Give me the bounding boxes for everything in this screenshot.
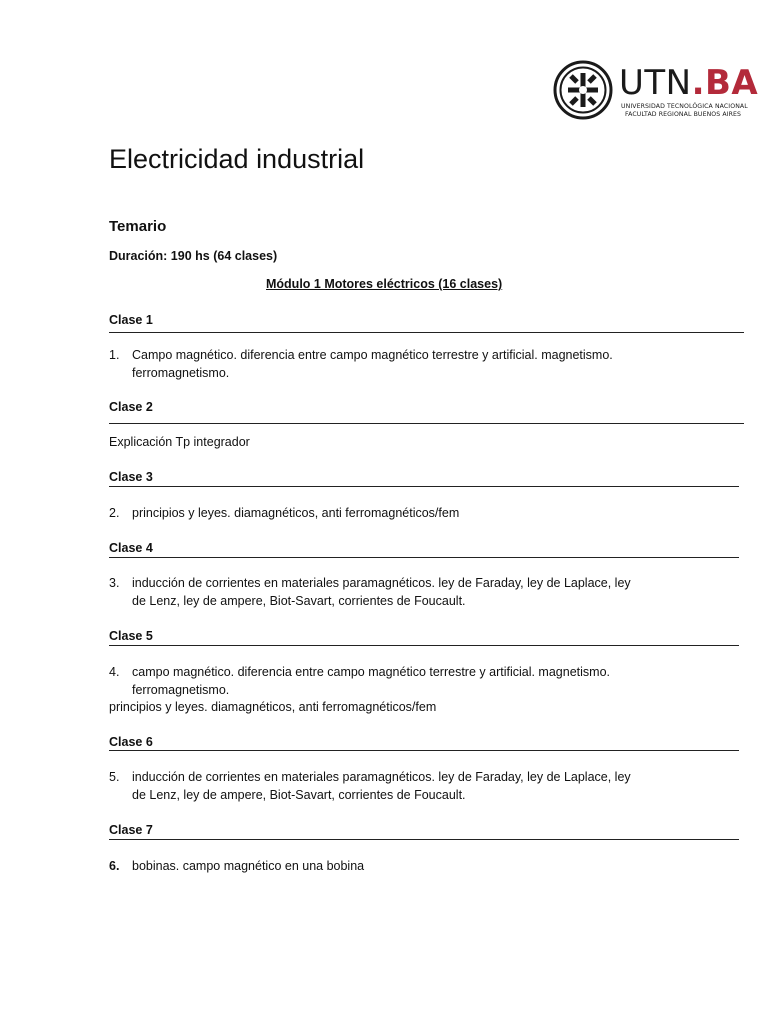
clase-heading: Clase 2 <box>109 400 153 414</box>
list-item: 4. campo magnético. diferencia entre campo magnético terrestre y artificial. magnetismo. ferromagnetismo. <box>109 665 610 697</box>
divider-line <box>109 332 744 333</box>
divider-line <box>109 645 739 646</box>
list-item: 2. principios y leyes. diamagnéticos, anti ferromagnéticos/fem <box>109 506 460 520</box>
divider-line <box>109 423 744 424</box>
divider-line <box>109 750 739 751</box>
utn-emblem-icon <box>553 60 613 120</box>
module-heading: Módulo 1 Motores eléctricos (16 clases) <box>266 277 503 291</box>
clase-heading: Clase 7 <box>109 823 153 837</box>
list-item: 5. inducción de corrientes en materiales paramagnéticos. ley de Faraday, ley de Laplace, ley de Lenz, ley de ampere, Biot-Savart, corrientes de Foucault. <box>109 770 631 802</box>
list-item-continuation: principios y leyes. diamagnéticos, anti ferromagnéticos/fem <box>109 700 437 714</box>
divider-line <box>109 557 739 558</box>
logo-university-name: UNIVERSIDAD TECNOLÓGICA NACIONAL <box>621 103 748 110</box>
clase-heading: Clase 1 <box>109 313 153 327</box>
logo-faculty-name: FACULTAD REGIONAL BUENOS AIRES <box>625 111 742 118</box>
list-item: 6. bobinas. campo magnético en una bobina <box>109 859 365 873</box>
course-duration: Duración: 190 hs (64 clases) <box>109 249 278 263</box>
section-heading: Temario <box>109 218 167 235</box>
clase-heading: Clase 6 <box>109 735 153 749</box>
utn-ba-logo <box>553 60 758 122</box>
list-item: 1. Campo magnético. diferencia entre campo magnético terrestre y artificial. magnetismo. ferromagnetismo. <box>109 348 613 380</box>
document-title: Electricidad industrial <box>109 144 365 174</box>
list-item: Explicación Tp integrador <box>109 435 250 449</box>
list-item: 3. inducción de corrientes en materiales paramagnéticos. ley de Faraday, ley de Laplace, ley de Lenz, ley de ampere, Biot-Savart, corrientes de Foucault. <box>109 576 631 608</box>
divider-line <box>109 486 739 487</box>
clase-heading: Clase 3 <box>109 470 153 484</box>
clase-heading: Clase 4 <box>109 541 153 555</box>
divider-line <box>109 839 739 840</box>
logo-wordmark: UTN.BA <box>619 63 759 103</box>
clase-heading: Clase 5 <box>109 629 153 643</box>
